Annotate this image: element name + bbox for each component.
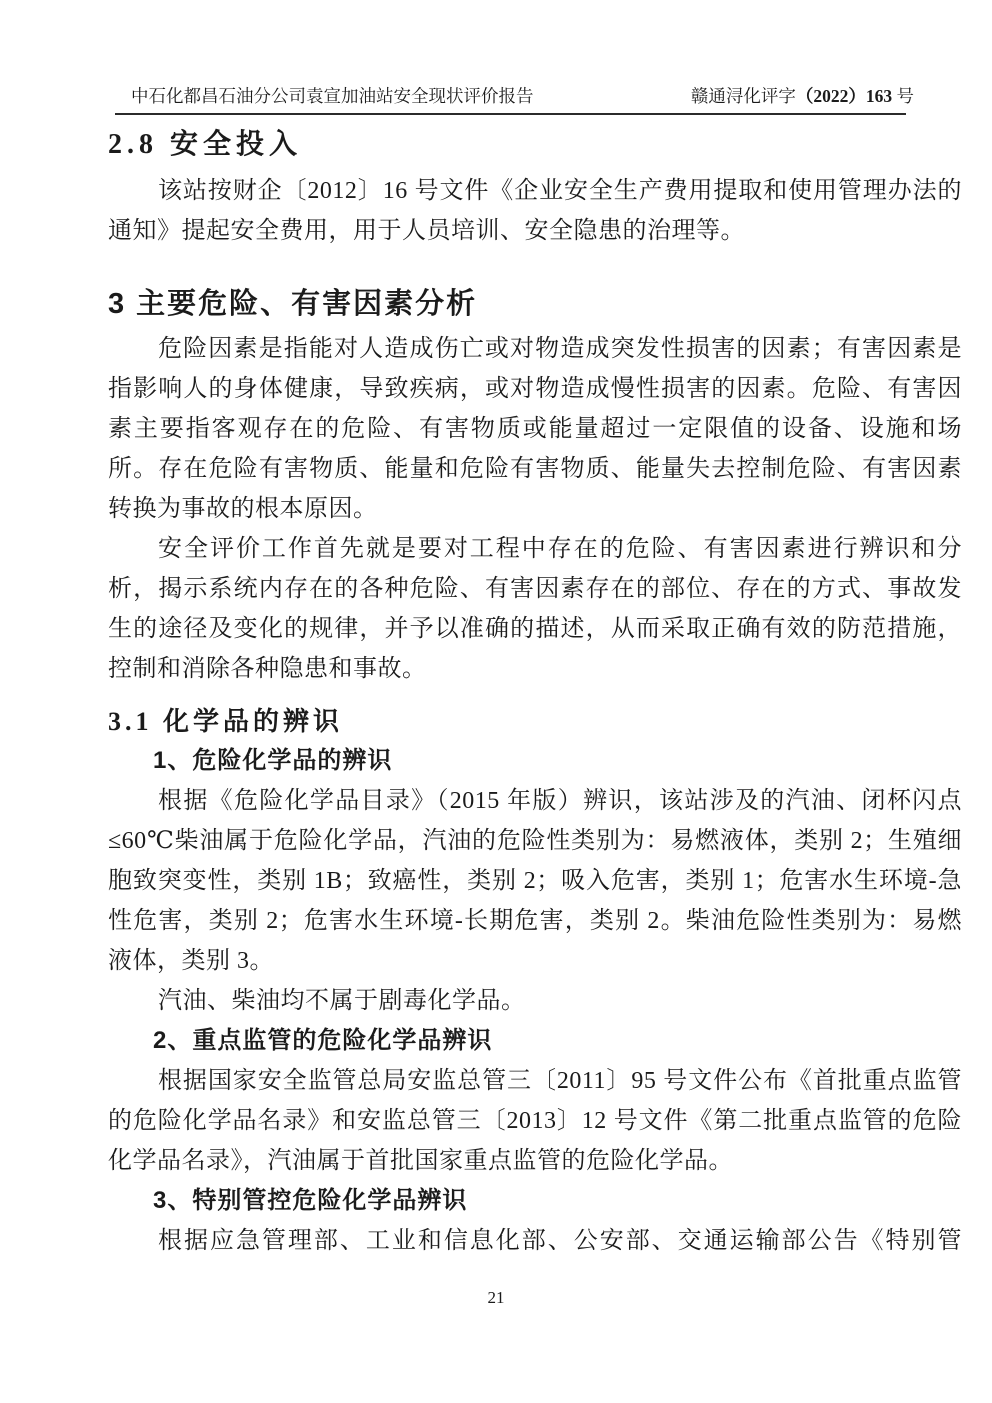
header-doc-number-suffix: 号 <box>892 86 914 106</box>
paragraph-not-highly-toxic: 汽油、柴油均不属于剧毒化学品。 <box>158 988 526 1014</box>
page-number: 21 <box>487 1288 505 1307</box>
paragraph-dangerous-chemicals-identification: 根据《危险化学品目录》（2015 年版）辨识，该站涉及的汽油、闭杯闪点≤60℃柴油属于危险化学品，汽油的危险性类别为：易燃液体，类别 2；生殖细胞致突变性，类别 1B；致癌性，类别 2；吸入危害，类别 1；危害水生环境-急性危害，类别 2；危害水生环境-长期危害，类别 2。柴油危险性类别为：易燃液体，类别 3。 <box>108 788 962 974</box>
paragraph-safety-investment: 该站按财企〔2012〕16 号文件《企业安全生产费用提取和使用管理办法的通知》提起安全费用，用于人员培训、安全隐患的治理等。 <box>108 178 962 244</box>
paragraph-safety-evaluation-purpose: 安全评价工作首先就是要对工程中存在的危险、有害因素进行辨识和分析，揭示系统内存在的各种危险、有害因素存在的部位、存在的方式、事故发生的途径及变化的规律，并予以准确的描述，从而采取正确有效的防范措施，控制和消除各种隐患和事故。 <box>108 536 962 682</box>
header-report-title: 中石化都昌石油分公司袁宣加油站安全现状评价报告 <box>131 86 534 106</box>
paragraph-special-control-chemicals: 根据应急管理部、工业和信息化部、公安部、交通运输部公告《特别管 <box>158 1228 962 1254</box>
header-doc-number-prefix: 赣通浔化评字 <box>690 86 796 106</box>
header-doc-number <box>691 84 914 108</box>
subsection-2-heading: 2、重点监管的危险化学品辨识 <box>153 1027 493 1054</box>
page-footer <box>0 1286 992 1310</box>
page-header <box>115 84 914 115</box>
paragraph-hazard-factor-definition: 危险因素是指能对人造成伤亡或对物造成突发性损害的因素；有害因素是指影响人的身体健康，导致疾病，或对物造成慢性损害的因素。危险、有害因素主要指客观存在的危险、有害物质或能量超过一定限值的设备、设施和场所。存在危险有害物质、能量和危险有害物质、能量失去控制危险、有害因素转换为事故的根本原因。 <box>108 336 962 522</box>
section-3-1-heading: 3.1 化学品的辨识 <box>108 707 344 736</box>
section-2-8-heading: 2.8 安全投入 <box>108 129 303 160</box>
section-3-heading: 3 主要危险、有害因素分析 <box>108 288 478 320</box>
subsection-1-heading: 1、危险化学品的辨识 <box>153 747 393 774</box>
header-doc-number-value: （2022）163 <box>795 86 893 106</box>
paragraph-key-supervision-chemicals: 根据国家安全监管总局安监总管三〔2011〕95 号文件公布《首批重点监管的危险化学品名录》和安监总管三〔2013〕12 号文件《第二批重点监管的危险化学品名录》，汽油属于首批国家重点监管的危险化学品。 <box>108 1068 962 1174</box>
subsection-3-heading: 3、特别管控危险化学品辨识 <box>153 1187 468 1214</box>
